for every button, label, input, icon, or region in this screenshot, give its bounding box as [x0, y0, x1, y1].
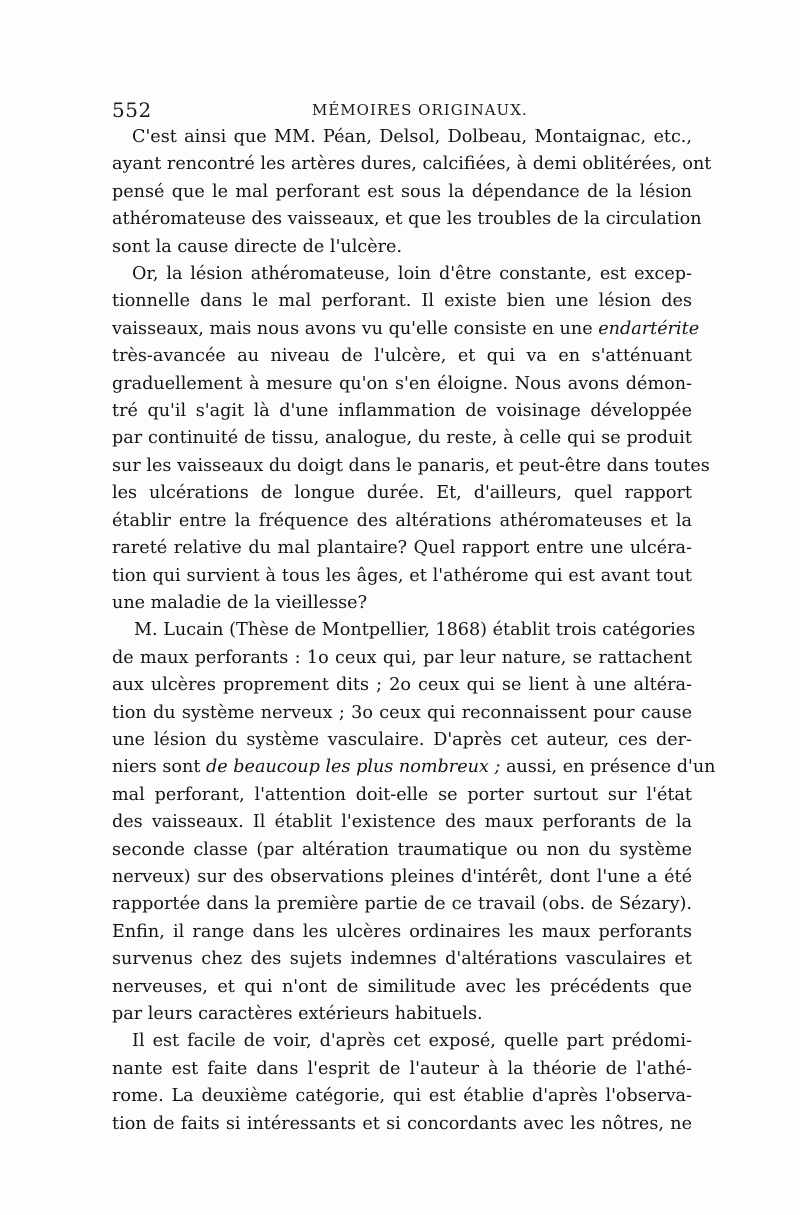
text-line: rareté relative du mal plantaire? Quel rapport entre une ulcéra-	[112, 538, 692, 559]
page-number: 552	[112, 98, 152, 122]
text-line: nante est faite dans l'esprit de l'auteur à la théorie de l'athé-	[112, 1058, 692, 1079]
text-line: nerveuses, et qui n'ont de similitude avec les précédents que	[112, 976, 692, 997]
text-line: par continuité de tissu, analogue, du reste, à celle qui se produit	[112, 428, 692, 449]
text-fragment: vaisseaux, mais nous avons vu qu'elle consiste en une	[112, 318, 599, 339]
text-line: athéromateuse des vaisseaux, et que les troubles de la circulation	[112, 209, 702, 230]
text-line: une maladie de la vieillesse?	[112, 592, 367, 613]
text-line: nerveux) sur des observations pleines d'intérêt, dont l'une a été	[112, 866, 692, 887]
text-fragment: niers sont	[112, 757, 207, 778]
text-line-with-italic	[112, 316, 700, 343]
text-line: graduellement à mesure qu'on s'en éloigne. Nous avons démon-	[112, 373, 692, 394]
text-line: seconde classe (par altération traumatique ou non du système	[112, 839, 692, 860]
body-text	[112, 124, 716, 1138]
text-line: rome. La deuxième catégorie, qui est établie d'après l'observa-	[112, 1086, 692, 1107]
text-line: tion de faits si intéressants et si concordants avec les nôtres, ne	[112, 1113, 692, 1134]
running-head: MÉMOIRES ORIGINAUX.	[312, 101, 528, 119]
text-line: tré qu'il s'agit là d'une inflammation de voisinage développée	[112, 401, 692, 422]
text-line: mal perforant, l'attention doit-elle se porter surtout sur l'état	[112, 784, 692, 805]
text-line: survenus chez des sujets indemnes d'altérations vasculaires et	[112, 949, 692, 970]
text-line: de maux perforants : 1o ceux qui, par leur nature, se rattachent	[112, 647, 692, 668]
text-line: établir entre la fréquence des altérations athéromateuses et la	[112, 510, 692, 531]
text-line: tion du système nerveux ; 3o ceux qui reconnaissent pour cause	[112, 702, 692, 723]
text-line: C'est ainsi que MM. Péan, Delsol, Dolbeau, Montaignac, etc.,	[132, 127, 692, 147]
text-line: les ulcérations de longue durée. Et, d'ailleurs, quel rapport	[112, 483, 692, 504]
paragraph-2	[112, 261, 710, 617]
text-line: Enfin, il range dans les ulcères ordinaires les maux perforants	[112, 921, 692, 942]
text-line: rapportée dans la première partie de ce travail (obs. de Sézary).	[112, 894, 692, 915]
text-line: très-avancée au niveau de l'ulcère, et qui va en s'atténuant	[112, 346, 692, 367]
text-line: aux ulcères proprement dits ; 2o ceux qui se lient à une altéra-	[112, 675, 692, 696]
text-fragment: aussi, en présence d'un	[500, 757, 716, 778]
text-line: pensé que le mal perforant est sous la dépendance de la lésion	[112, 181, 692, 202]
text-line: une lésion du système vasculaire. D'après cet auteur, ces der-	[112, 729, 692, 750]
paragraph-4	[112, 1028, 692, 1138]
text-line: Or, la lésion athéromateuse, loin d'être constante, est excep-	[132, 264, 692, 285]
text-line: par leurs caractères extérieurs habituels.	[112, 1004, 483, 1024]
text-line: tion qui survient à tous les âges, et l'athérome qui est avant tout	[112, 565, 692, 586]
text-line: sur les vaisseaux du doigt dans le panaris, et peut-être dans toutes	[112, 455, 710, 476]
text-line: sont la cause directe de l'ulcère.	[112, 236, 403, 257]
text-line: Il est facile de voir, d'après cet exposé, quelle part prédomi-	[132, 1031, 692, 1052]
paragraph-1	[112, 124, 712, 261]
text-line: des vaisseaux. Il établit l'existence des maux perforants de la	[112, 812, 692, 833]
text-line: tionnelle dans le mal perforant. Il existe bien une lésion des	[112, 291, 692, 312]
text-line: M. Lucain (Thèse de Montpellier, 1868) établit trois catégories	[134, 620, 696, 641]
text-line-with-italic	[112, 754, 716, 781]
italic-term: endartérite	[598, 318, 700, 339]
paragraph-3	[112, 617, 716, 1028]
italic-phrase: de beaucoup les plus nombreux ;	[206, 757, 501, 778]
text-line: ayant rencontré les artères dures, calcifiées, à demi oblitérées, ont	[112, 154, 712, 175]
